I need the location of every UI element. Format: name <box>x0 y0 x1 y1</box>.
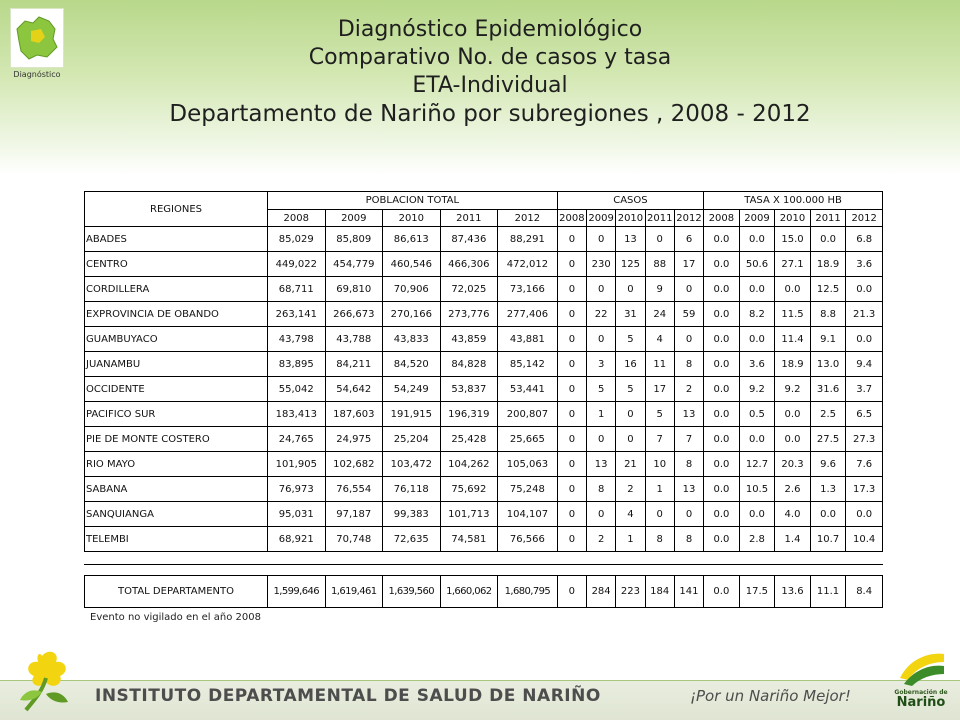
rate-header: TASA X 100.000 HB <box>704 192 883 210</box>
region-cell: ABADES <box>85 227 268 252</box>
cases-cell: 0 <box>557 427 586 452</box>
cases-cell: 0 <box>674 277 703 302</box>
cases-cell: 4 <box>616 502 645 527</box>
cases-cell: 21 <box>616 452 645 477</box>
rate-cell: 21.3 <box>846 302 883 327</box>
rate-cell: 0.0 <box>704 527 740 552</box>
rate-cell: 11.4 <box>775 327 811 352</box>
pop-cell: 101,713 <box>440 502 498 527</box>
pop-cell: 70,906 <box>383 277 441 302</box>
department-map-logo <box>10 8 64 68</box>
region-cell: SABANA <box>85 477 268 502</box>
total-table <box>84 575 883 608</box>
rate-cell: 3.6 <box>846 252 883 277</box>
regions-header: REGIONES <box>85 192 268 227</box>
rate-cell: 10.7 <box>810 527 846 552</box>
table-row <box>85 252 883 277</box>
rate-cell: 0.0 <box>739 327 775 352</box>
rate-cell: 0.0 <box>704 427 740 452</box>
rate-cell: 0.0 <box>704 327 740 352</box>
cases-cell: 13 <box>587 452 616 477</box>
rate-cell: 4.0 <box>775 502 811 527</box>
year-header: 2010 <box>383 210 441 227</box>
cases-cell: 9 <box>645 277 674 302</box>
pop-cell: 53,837 <box>440 377 498 402</box>
rate-cell: 27.5 <box>810 427 846 452</box>
rate-cell: 9.6 <box>810 452 846 477</box>
cases-cell: 13 <box>616 227 645 252</box>
pop-cell: 104,262 <box>440 452 498 477</box>
year-header: 2010 <box>616 210 645 227</box>
cases-cell: 0 <box>557 377 586 402</box>
cases-cell: 24 <box>645 302 674 327</box>
pop-cell: 87,436 <box>440 227 498 252</box>
institute-flower-logo-icon <box>12 648 82 716</box>
pop-cell: 53,441 <box>498 377 558 402</box>
rate-cell: 0.0 <box>704 477 740 502</box>
year-header: 2012 <box>674 210 703 227</box>
pop-cell: 273,776 <box>440 302 498 327</box>
pop-cell: 102,682 <box>325 452 383 477</box>
slogan: ¡Por un Nariño Mejor! <box>690 687 851 705</box>
cases-cell: 0 <box>557 352 586 377</box>
cases-cell: 17 <box>645 377 674 402</box>
rate-cell: 27.1 <box>775 252 811 277</box>
table-row <box>85 277 883 302</box>
table-row <box>85 452 883 477</box>
pop-cell: 105,063 <box>498 452 558 477</box>
pop-cell: 266,673 <box>325 302 383 327</box>
region-cell: TELEMBI <box>85 527 268 552</box>
cases-cell: 8 <box>674 452 703 477</box>
rate-cell: 0.0 <box>704 452 740 477</box>
cases-cell: 8 <box>645 527 674 552</box>
cases-cell: 0 <box>587 227 616 252</box>
pop-cell: 101,905 <box>268 452 326 477</box>
pop-cell: 1,680,795 <box>498 576 558 608</box>
cases-cell: 1 <box>616 527 645 552</box>
pop-cell: 196,319 <box>440 402 498 427</box>
cases-cell: 5 <box>587 377 616 402</box>
pop-cell: 1,639,560 <box>383 576 441 608</box>
pop-cell: 43,788 <box>325 327 383 352</box>
cases-cell: 0 <box>557 252 586 277</box>
region-cell: PACIFICO SUR <box>85 402 268 427</box>
cases-cell: 7 <box>645 427 674 452</box>
cases-cell: 11 <box>645 352 674 377</box>
rate-cell: 0.0 <box>775 277 811 302</box>
cases-cell: 0 <box>587 277 616 302</box>
region-cell: CENTRO <box>85 252 268 277</box>
title-line-4: Departamento de Nariño por subregiones , 2008 - 2012 <box>169 101 811 127</box>
cases-cell: 0 <box>557 327 586 352</box>
pop-cell: 270,166 <box>383 302 441 327</box>
rate-cell: 2.6 <box>775 477 811 502</box>
region-cell: SANQUIANGA <box>85 502 268 527</box>
cases-cell: 0 <box>557 576 586 608</box>
pop-cell: 76,973 <box>268 477 326 502</box>
cases-cell: 0 <box>587 427 616 452</box>
pop-cell: 84,520 <box>383 352 441 377</box>
pop-cell: 104,107 <box>498 502 558 527</box>
cases-cell: 0 <box>616 427 645 452</box>
pop-cell: 85,809 <box>325 227 383 252</box>
cases-cell: 125 <box>616 252 645 277</box>
cases-cell: 88 <box>645 252 674 277</box>
rate-cell: 0.0 <box>810 502 846 527</box>
rate-cell: 0.0 <box>846 502 883 527</box>
rate-cell: 2.8 <box>739 527 775 552</box>
pop-cell: 72,635 <box>383 527 441 552</box>
government-flag-icon <box>896 648 948 688</box>
rate-cell: 11.1 <box>810 576 846 608</box>
region-cell: TOTAL DEPARTAMENTO <box>85 576 268 608</box>
table-divider <box>84 564 883 566</box>
pop-cell: 103,472 <box>383 452 441 477</box>
region-cell: RIO MAYO <box>85 452 268 477</box>
year-header: 2010 <box>775 210 811 227</box>
rate-cell: 0.0 <box>704 252 740 277</box>
pop-cell: 55,042 <box>268 377 326 402</box>
rate-cell: 1.4 <box>775 527 811 552</box>
rate-cell: 7.6 <box>846 452 883 477</box>
rate-cell: 15.0 <box>775 227 811 252</box>
cases-cell: 8 <box>587 477 616 502</box>
cases-cell: 5 <box>645 402 674 427</box>
rate-cell: 0.5 <box>739 402 775 427</box>
government-label: Gobernación de <box>894 689 948 696</box>
government-logo-text <box>888 689 954 710</box>
cases-cell: 0 <box>557 302 586 327</box>
cases-cell: 141 <box>674 576 703 608</box>
rate-cell: 6.8 <box>846 227 883 252</box>
footnote: Evento no vigilado en el año 2008 <box>90 612 261 623</box>
rate-cell: 9.1 <box>810 327 846 352</box>
table-row <box>85 377 883 402</box>
cases-cell: 0 <box>557 452 586 477</box>
year-header: 2008 <box>704 210 740 227</box>
pop-cell: 75,248 <box>498 477 558 502</box>
rate-cell: 12.5 <box>810 277 846 302</box>
cases-cell: 4 <box>645 327 674 352</box>
pop-cell: 25,428 <box>440 427 498 452</box>
rate-cell: 20.3 <box>775 452 811 477</box>
cases-cell: 0 <box>645 227 674 252</box>
cases-cell: 17 <box>674 252 703 277</box>
cases-cell: 2 <box>674 377 703 402</box>
table-row <box>85 502 883 527</box>
rate-cell: 0.0 <box>739 277 775 302</box>
cases-cell: 59 <box>674 302 703 327</box>
pop-cell: 1,619,461 <box>325 576 383 608</box>
table-row <box>85 402 883 427</box>
pop-cell: 43,881 <box>498 327 558 352</box>
year-header: 2011 <box>810 210 846 227</box>
rate-cell: 12.7 <box>739 452 775 477</box>
population-header: POBLACION TOTAL <box>268 192 558 210</box>
pop-cell: 24,975 <box>325 427 383 452</box>
pop-cell: 76,118 <box>383 477 441 502</box>
table-row <box>85 302 883 327</box>
year-header: 2009 <box>325 210 383 227</box>
rate-cell: 10.5 <box>739 477 775 502</box>
pop-cell: 454,779 <box>325 252 383 277</box>
government-name: Nariño <box>896 695 946 710</box>
rate-cell: 18.9 <box>775 352 811 377</box>
pop-cell: 183,413 <box>268 402 326 427</box>
rate-cell: 0.0 <box>704 227 740 252</box>
cases-cell: 223 <box>616 576 645 608</box>
rate-cell: 8.4 <box>846 576 883 608</box>
cases-cell: 13 <box>674 402 703 427</box>
pop-cell: 86,613 <box>383 227 441 252</box>
pop-cell: 24,765 <box>268 427 326 452</box>
pop-cell: 449,022 <box>268 252 326 277</box>
cases-cell: 7 <box>674 427 703 452</box>
table-row <box>85 477 883 502</box>
year-header: 2011 <box>440 210 498 227</box>
cases-cell: 184 <box>645 576 674 608</box>
pop-cell: 83,895 <box>268 352 326 377</box>
cases-cell: 0 <box>557 527 586 552</box>
year-header: 2008 <box>557 210 586 227</box>
rate-cell: 0.0 <box>775 402 811 427</box>
rate-cell: 27.3 <box>846 427 883 452</box>
rate-cell: 50.6 <box>739 252 775 277</box>
cases-cell: 0 <box>557 277 586 302</box>
table-row <box>85 427 883 452</box>
pop-cell: 72,025 <box>440 277 498 302</box>
pop-cell: 200,807 <box>498 402 558 427</box>
rate-cell: 3.7 <box>846 377 883 402</box>
pop-cell: 187,603 <box>325 402 383 427</box>
institute-name: INSTITUTO DEPARTAMENTAL DE SALUD DE NARIÑO <box>95 686 601 706</box>
cases-cell: 0 <box>587 502 616 527</box>
rate-cell: 18.9 <box>810 252 846 277</box>
pop-cell: 460,546 <box>383 252 441 277</box>
cases-cell: 8 <box>674 352 703 377</box>
pop-cell: 73,166 <box>498 277 558 302</box>
cases-cell: 0 <box>616 277 645 302</box>
cases-cell: 16 <box>616 352 645 377</box>
rate-cell: 0.0 <box>846 277 883 302</box>
rate-cell: 10.4 <box>846 527 883 552</box>
rate-cell: 0.0 <box>704 277 740 302</box>
pop-cell: 1,660,062 <box>440 576 498 608</box>
rate-cell: 0.0 <box>810 227 846 252</box>
title-line-1: Diagnóstico Epidemiológico <box>337 17 643 42</box>
rate-cell: 13.6 <box>775 576 811 608</box>
table-row <box>85 527 883 552</box>
cases-cell: 0 <box>587 327 616 352</box>
pop-cell: 25,665 <box>498 427 558 452</box>
cases-cell: 0 <box>557 227 586 252</box>
pop-cell: 466,306 <box>440 252 498 277</box>
pop-cell: 472,012 <box>498 252 558 277</box>
table-row <box>85 352 883 377</box>
region-cell: PIE DE MONTE COSTERO <box>85 427 268 452</box>
year-header: 2008 <box>268 210 326 227</box>
region-cell: OCCIDENTE <box>85 377 268 402</box>
pop-cell: 69,810 <box>325 277 383 302</box>
rate-cell: 8.2 <box>739 302 775 327</box>
pop-cell: 95,031 <box>268 502 326 527</box>
cases-cell: 0 <box>616 402 645 427</box>
cases-cell: 0 <box>645 502 674 527</box>
cases-cell: 2 <box>587 527 616 552</box>
pop-cell: 84,828 <box>440 352 498 377</box>
pop-cell: 99,383 <box>383 502 441 527</box>
rate-cell: 13.0 <box>810 352 846 377</box>
pop-cell: 263,141 <box>268 302 326 327</box>
pop-cell: 43,833 <box>383 327 441 352</box>
cases-cell: 0 <box>557 477 586 502</box>
rate-cell: 0.0 <box>775 427 811 452</box>
pop-cell: 75,692 <box>440 477 498 502</box>
year-header: 2009 <box>739 210 775 227</box>
rate-cell: 0.0 <box>846 327 883 352</box>
cases-header: CASOS <box>557 192 703 210</box>
page-title <box>110 16 870 128</box>
cases-cell: 1 <box>587 402 616 427</box>
pop-cell: 88,291 <box>498 227 558 252</box>
cases-cell: 0 <box>557 402 586 427</box>
rate-cell: 0.0 <box>739 227 775 252</box>
rate-cell: 17.3 <box>846 477 883 502</box>
pop-cell: 43,859 <box>440 327 498 352</box>
region-cell: EXPROVINCIA DE OBANDO <box>85 302 268 327</box>
year-header: 2012 <box>846 210 883 227</box>
cases-cell: 2 <box>616 477 645 502</box>
cases-cell: 0 <box>674 327 703 352</box>
pop-cell: 76,554 <box>325 477 383 502</box>
pop-cell: 43,798 <box>268 327 326 352</box>
cases-cell: 0 <box>557 502 586 527</box>
cases-cell: 1 <box>645 477 674 502</box>
region-cell: GUAMBUYACO <box>85 327 268 352</box>
pop-cell: 74,581 <box>440 527 498 552</box>
pop-cell: 76,566 <box>498 527 558 552</box>
rate-cell: 3.6 <box>739 352 775 377</box>
rate-cell: 0.0 <box>704 402 740 427</box>
epidemiology-table <box>84 191 883 552</box>
pop-cell: 54,249 <box>383 377 441 402</box>
year-header: 2012 <box>498 210 558 227</box>
pop-cell: 84,211 <box>325 352 383 377</box>
rate-cell: 1.3 <box>810 477 846 502</box>
rate-cell: 2.5 <box>810 402 846 427</box>
table-row <box>85 227 883 252</box>
table-row <box>85 327 883 352</box>
pop-cell: 68,921 <box>268 527 326 552</box>
rate-cell: 17.5 <box>739 576 775 608</box>
rate-cell: 31.6 <box>810 377 846 402</box>
cases-cell: 31 <box>616 302 645 327</box>
region-cell: CORDILLERA <box>85 277 268 302</box>
pop-cell: 191,915 <box>383 402 441 427</box>
rate-cell: 0.0 <box>704 377 740 402</box>
cases-cell: 230 <box>587 252 616 277</box>
logo-caption: Diagnóstico <box>13 70 61 79</box>
cases-cell: 5 <box>616 327 645 352</box>
cases-cell: 10 <box>645 452 674 477</box>
rate-cell: 0.0 <box>739 427 775 452</box>
title-line-3: ETA-Individual <box>412 73 568 98</box>
pop-cell: 85,029 <box>268 227 326 252</box>
rate-cell: 9.2 <box>739 377 775 402</box>
rate-cell: 0.0 <box>704 302 740 327</box>
year-header: 2011 <box>645 210 674 227</box>
rate-cell: 6.5 <box>846 402 883 427</box>
cases-cell: 3 <box>587 352 616 377</box>
pop-cell: 1,599,646 <box>268 576 326 608</box>
year-header: 2009 <box>587 210 616 227</box>
pop-cell: 68,711 <box>268 277 326 302</box>
pop-cell: 97,187 <box>325 502 383 527</box>
total-row <box>85 576 883 608</box>
cases-cell: 22 <box>587 302 616 327</box>
cases-cell: 5 <box>616 377 645 402</box>
cases-cell: 284 <box>586 576 615 608</box>
cases-cell: 0 <box>674 502 703 527</box>
map-logo-icon <box>11 9 63 67</box>
rate-cell: 11.5 <box>775 302 811 327</box>
rate-cell: 0.0 <box>704 352 740 377</box>
pop-cell: 85,142 <box>498 352 558 377</box>
cases-cell: 6 <box>674 227 703 252</box>
rate-cell: 0.0 <box>704 502 740 527</box>
pop-cell: 70,748 <box>325 527 383 552</box>
cases-cell: 13 <box>674 477 703 502</box>
region-cell: JUANAMBU <box>85 352 268 377</box>
rate-cell: 0.0 <box>739 502 775 527</box>
rate-cell: 9.4 <box>846 352 883 377</box>
pop-cell: 25,204 <box>383 427 441 452</box>
pop-cell: 54,642 <box>325 377 383 402</box>
rate-cell: 8.8 <box>810 302 846 327</box>
rate-cell: 9.2 <box>775 377 811 402</box>
pop-cell: 277,406 <box>498 302 558 327</box>
rate-cell: 0.0 <box>704 576 740 608</box>
title-line-2: Comparativo No. de casos y tasa <box>308 45 672 70</box>
cases-cell: 8 <box>674 527 703 552</box>
